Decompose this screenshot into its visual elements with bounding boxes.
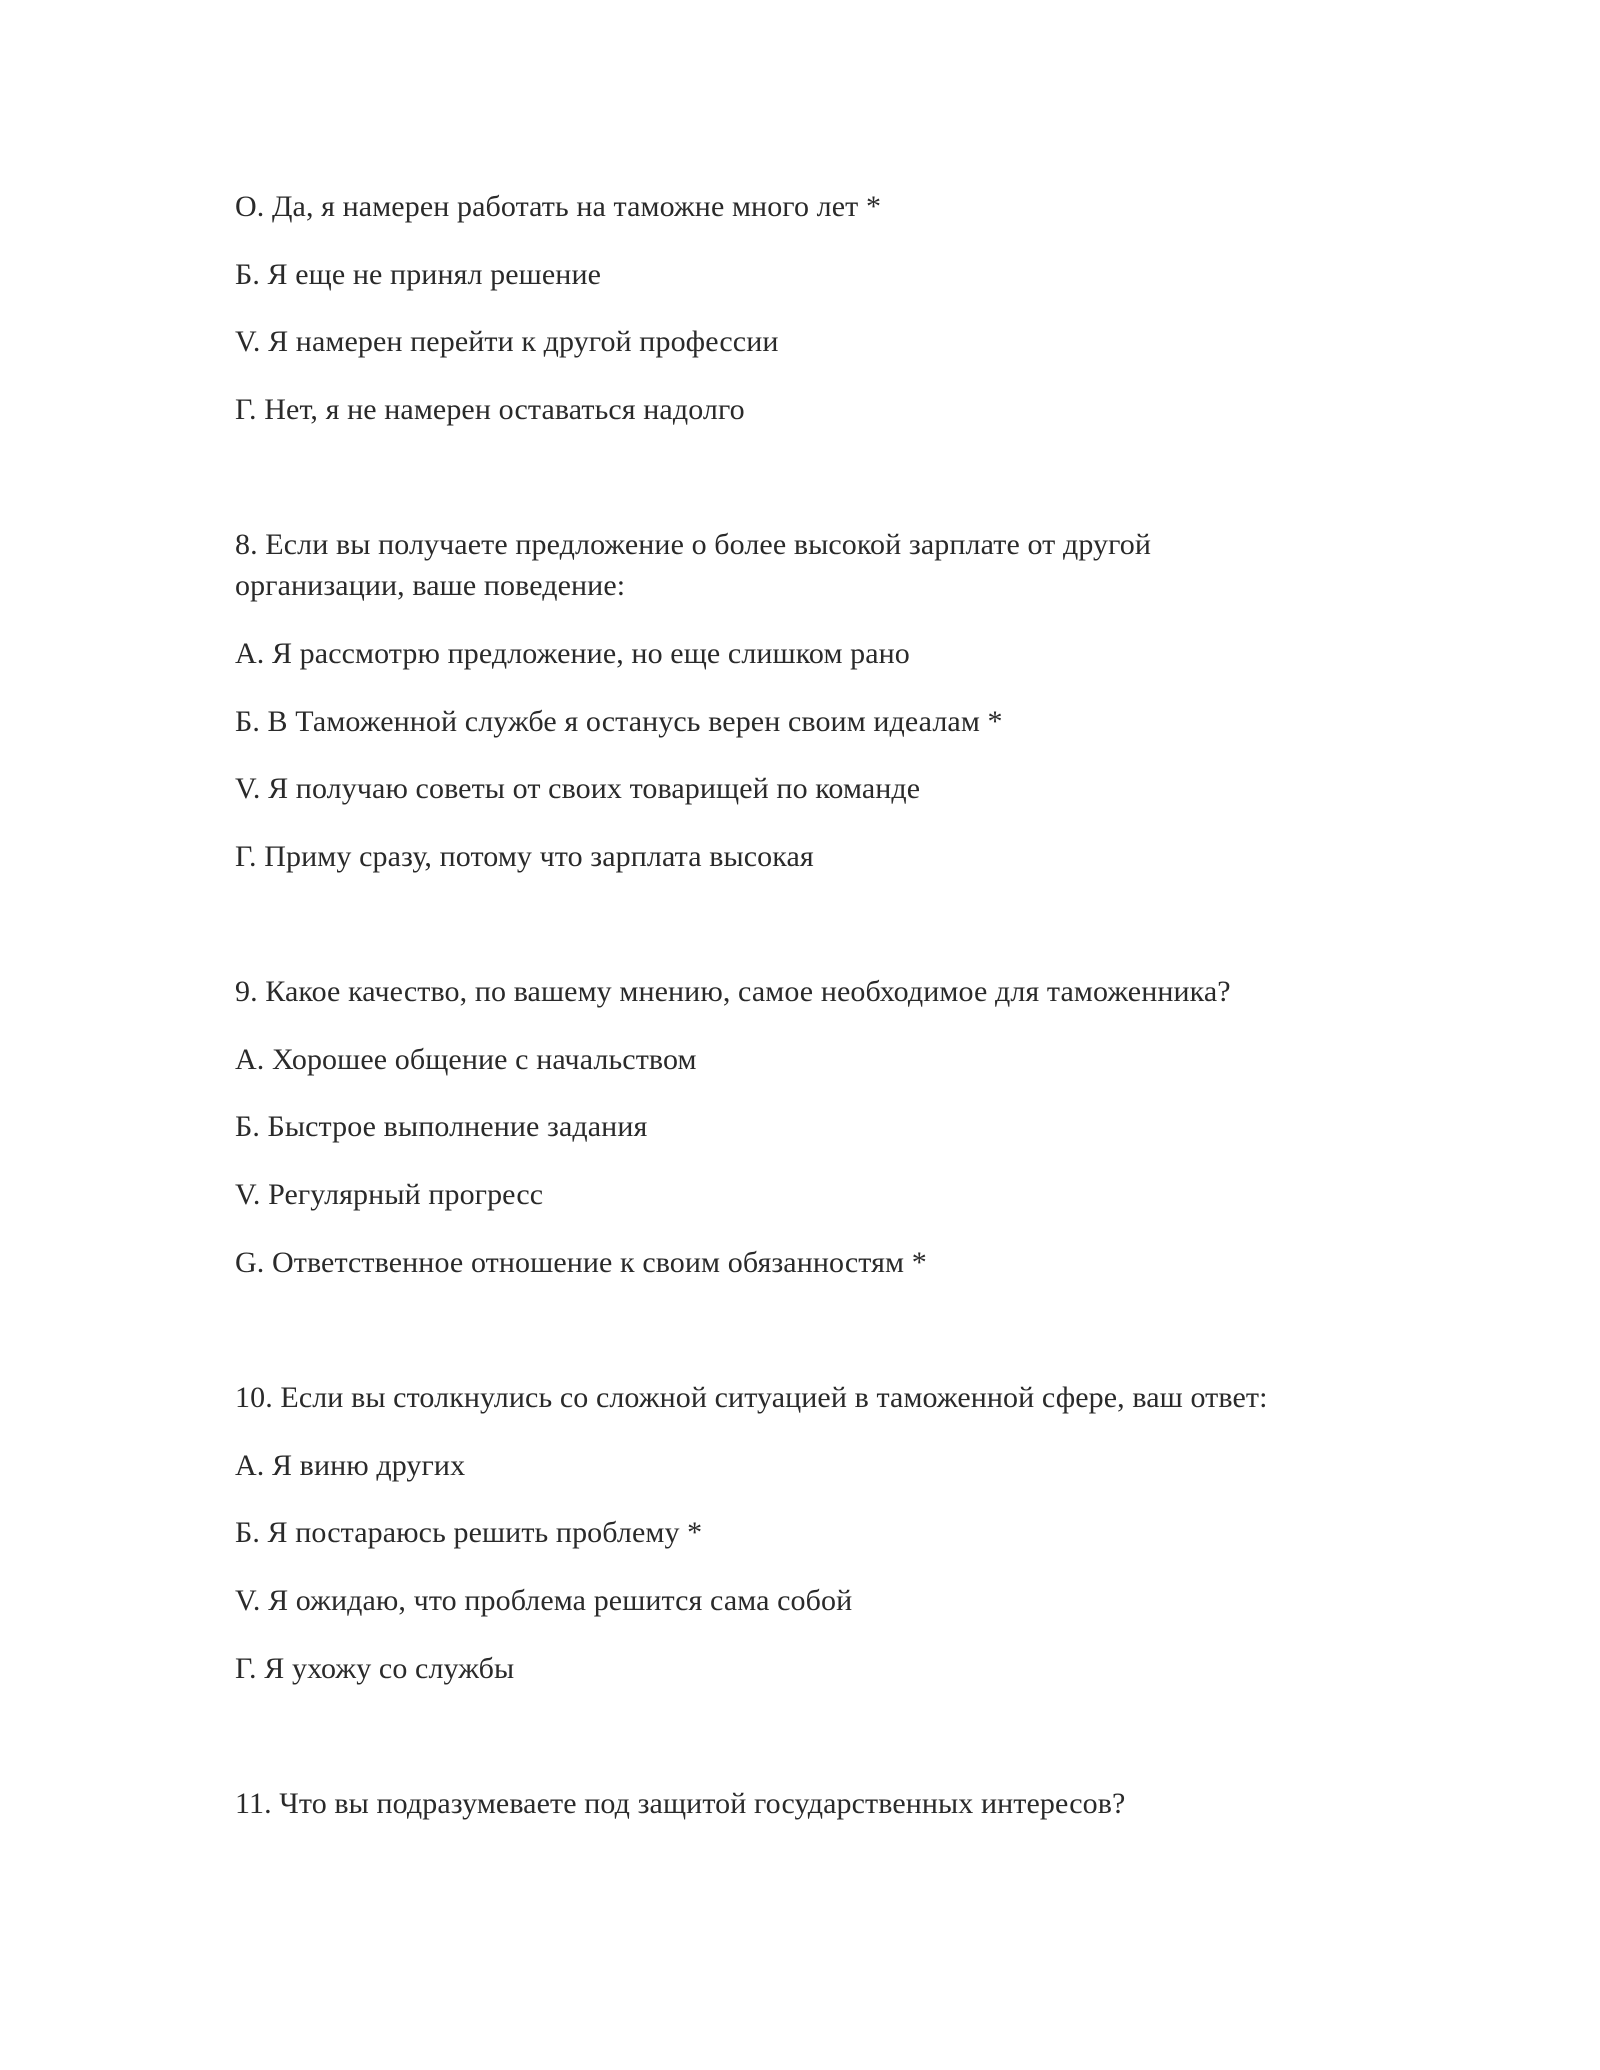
- q10-option-v: V. Я ожидаю, что проблема решится сама собой: [235, 1584, 853, 1617]
- q9-option-a: А. Хорошее общение с начальством: [235, 1043, 697, 1076]
- q10-question: 10. Если вы столкнулись со сложной ситуацией в таможенной сфере, ваш ответ:: [235, 1381, 1268, 1414]
- q8-option-g: Г. Приму сразу, потому что зарплата высокая: [235, 840, 814, 873]
- q8-option-a: А. Я рассмотрю предложение, но еще слишком рано: [235, 637, 910, 670]
- q11-question: 11. Что вы подразумеваете под защитой государственных интересов?: [235, 1787, 1126, 1820]
- q8-option-v: V. Я получаю советы от своих товарищей по команде: [235, 772, 921, 805]
- q8-question-line-1: 8. Если вы получаете предложение о более высокой зарплате от другой: [235, 528, 1152, 561]
- q9-option-g: G. Ответственное отношение к своим обязанностям *: [235, 1246, 927, 1279]
- q9-option-b: Б. Быстрое выполнение задания: [235, 1110, 648, 1143]
- q9-option-v: V. Регулярный прогресс: [235, 1178, 544, 1211]
- q10-option-g: Г. Я ухожу со службы: [235, 1652, 515, 1685]
- q7-option-o: О. Да, я намерен работать на таможне много лет *: [235, 190, 882, 223]
- q7-option-g: Г. Нет, я не намерен оставаться надолго: [235, 393, 745, 426]
- q10-option-b: Б. Я постараюсь решить проблему *: [235, 1516, 703, 1549]
- q7-option-b: Б. Я еще не принял решение: [235, 258, 602, 291]
- q8-question-line-2: организации, ваше поведение:: [235, 569, 626, 602]
- q7-option-v: V. Я намерен перейти к другой профессии: [235, 325, 779, 358]
- q9-question: 9. Какое качество, по вашему мнению, самое необходимое для таможенника?: [235, 975, 1231, 1008]
- q10-option-a: А. Я виню других: [235, 1449, 466, 1482]
- q8-option-b: Б. В Таможенной службе я останусь верен своим идеалам *: [235, 705, 1003, 738]
